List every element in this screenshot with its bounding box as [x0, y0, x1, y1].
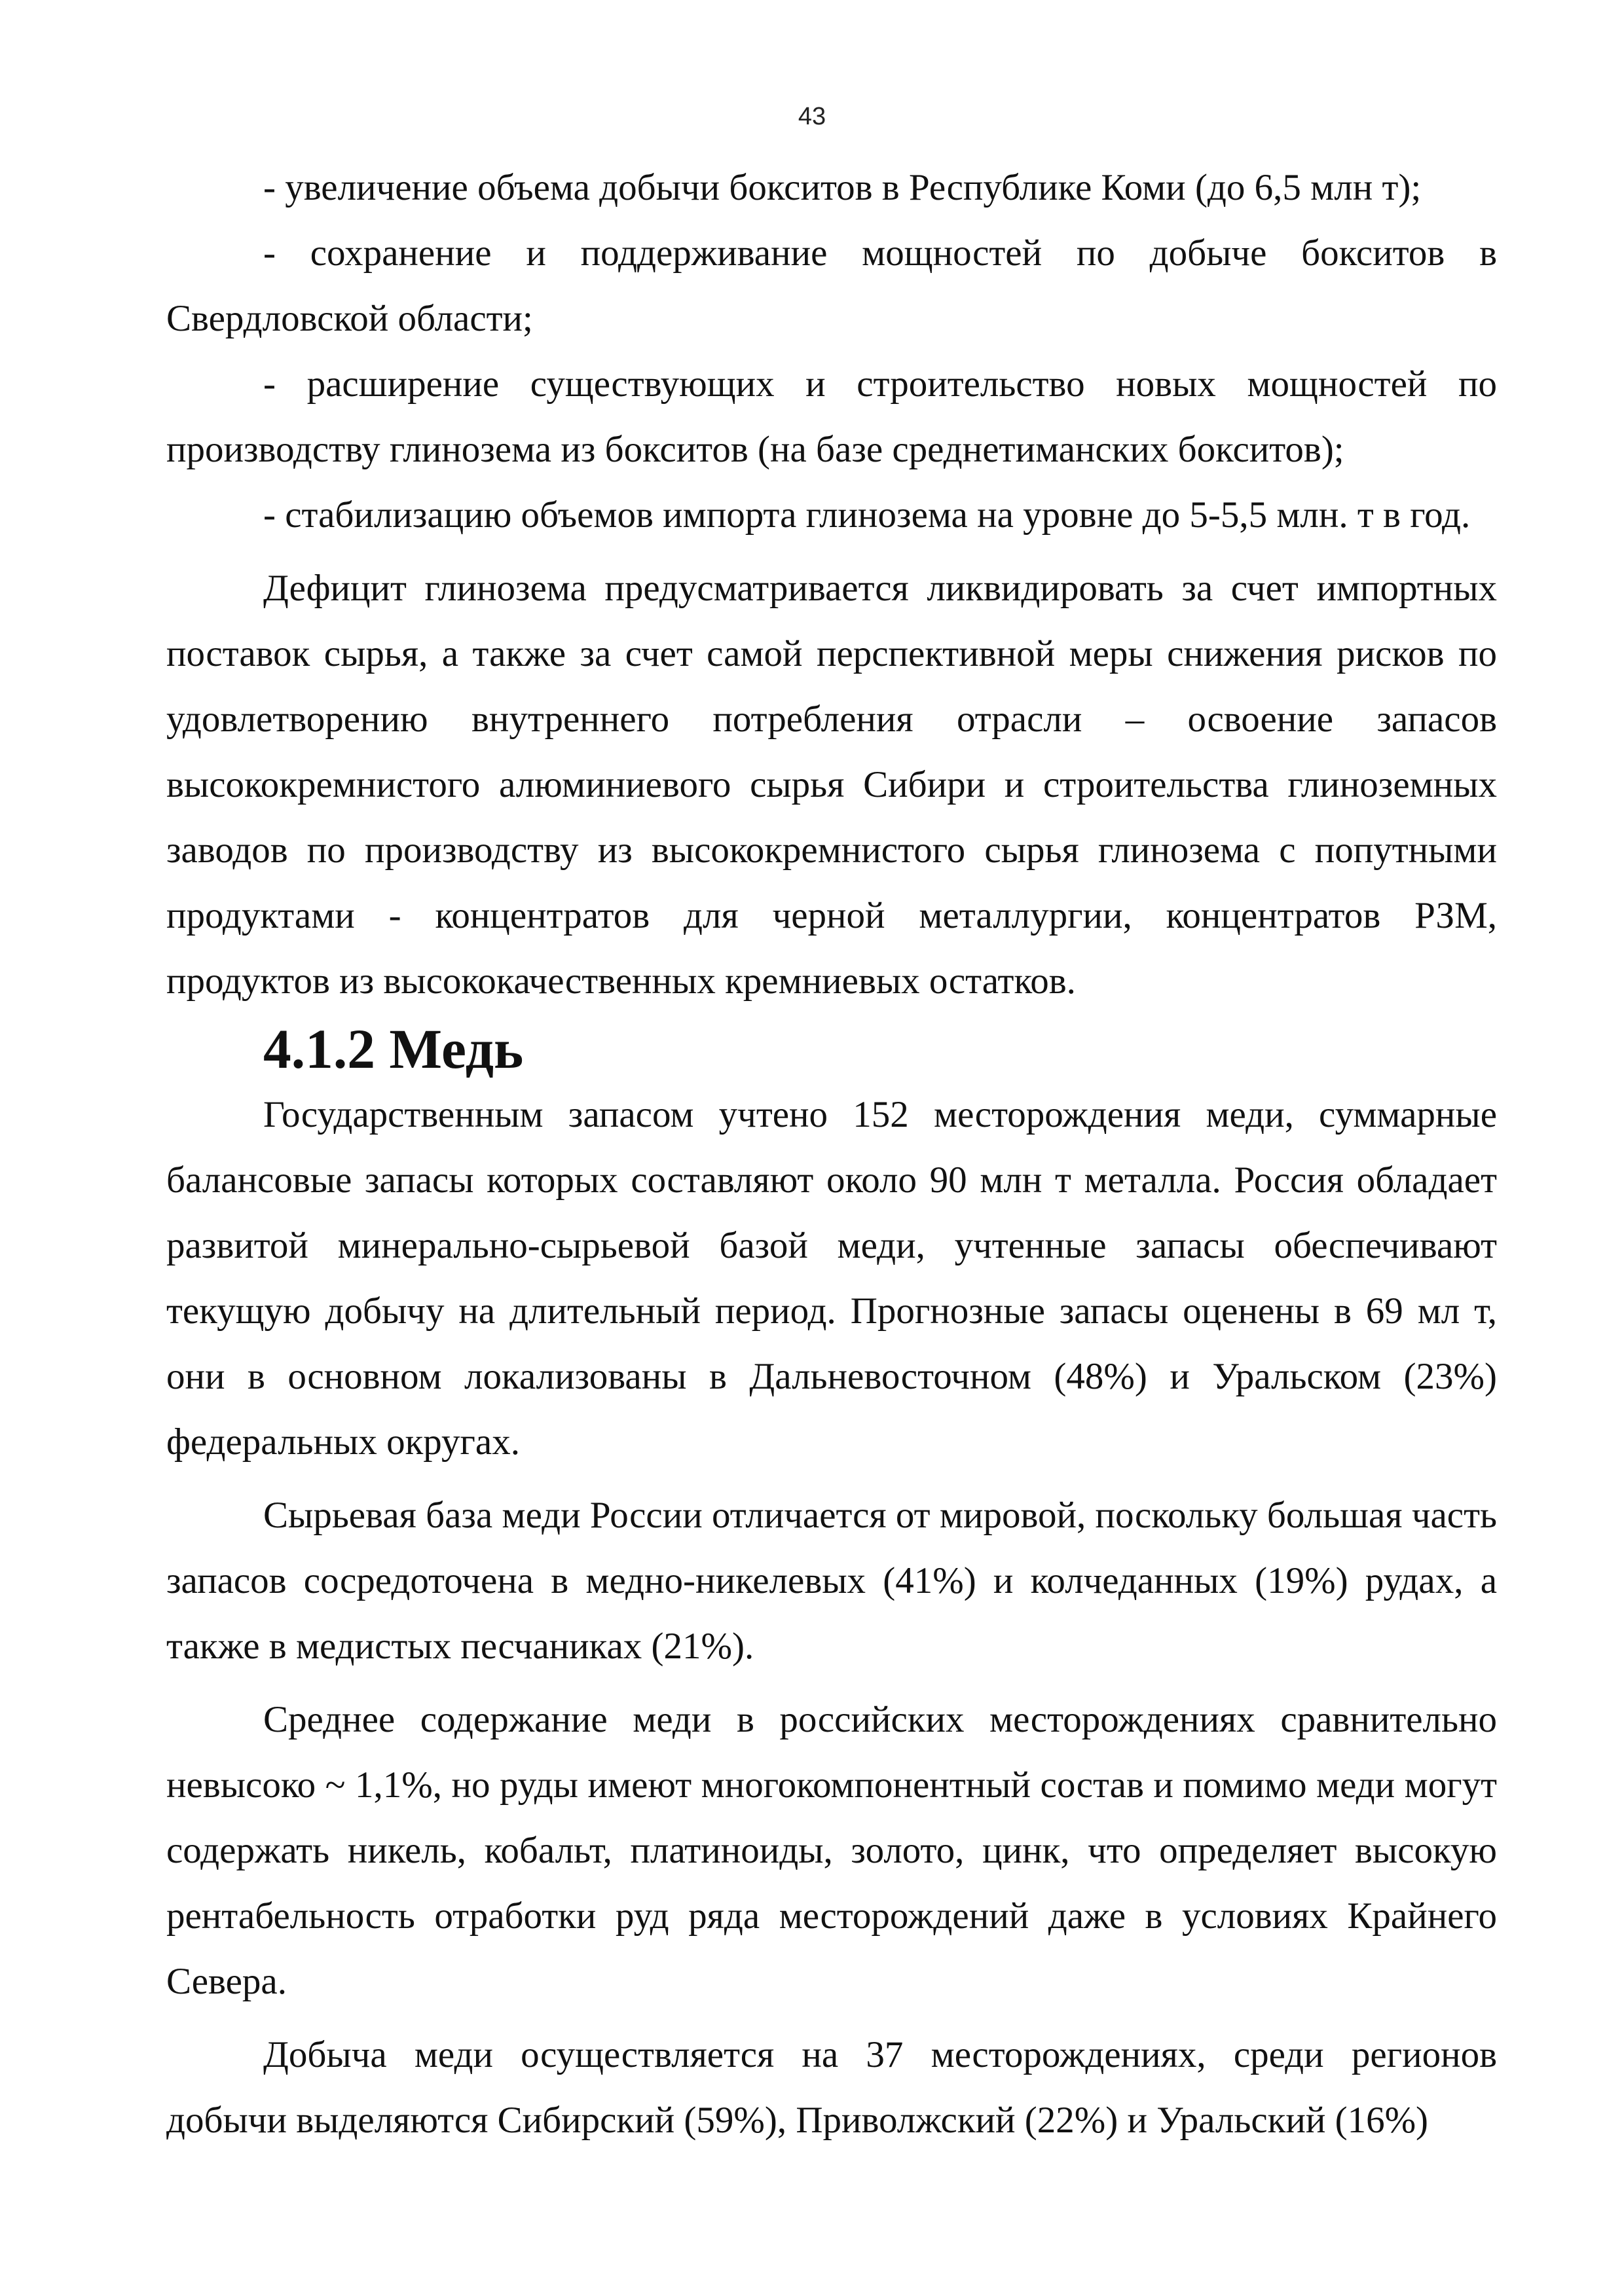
list-item: - сохранение и поддерживание мощностей по добыче бокситов в Свердловской области;	[166, 232, 1497, 339]
section-heading: 4.1.2 Медь	[263, 1019, 524, 1080]
bullet-list	[166, 155, 1497, 548]
list-item: - расширение существующих и строительство новых мощностей по производству глинозема из бокситов (на базе среднетиманских бокситов);	[166, 363, 1497, 470]
page-number: 43	[798, 103, 826, 130]
paragraph-alumina-deficit: Дефицит глинозема предусматривается ликвидировать за счет импортных поставок сырья, а также за счет самой перспективной меры снижения рисков по удовлетворению внутреннего потребления отрасли – освоение запасов высококремнистого алюминиевого сырья Сибири и строительства глиноземных заводов по производству из высококремнистого сырья глинозема с попутными продуктами - концентратов для черной металлургии, концентратов РЗМ, продуктов из высококачественных кремниевых остатков.	[166, 568, 1497, 1002]
paragraph-copper-base: Сырьевая база меди России отличается от мировой, поскольку большая часть запасов сосредоточена в медно-никелевых (41%) и колчеданных (19%) рудах, а также в медистых песчаниках (21%).	[166, 1495, 1497, 1667]
paragraph-copper-mining: Добыча меди осуществляется на 37 месторождениях, среди регионов добычи выделяются Сибирский (59%), Приволжский (22%) и Уральский (16%)	[166, 2034, 1497, 2141]
paragraph-copper-content: Среднее содержание меди в российских месторождениях сравнительно невысоко ~ 1,1%, но руды имеют многокомпонентный состав и помимо меди могут содержать никель, кобальт, платиноиды, золото, цинк, что определяет высокую рентабельность отработки руд ряда месторождений даже в условиях Крайнего Севера.	[166, 1699, 1497, 2002]
list-item: - увеличение объема добычи бокситов в Республике Коми (до 6,5 млн т);	[263, 167, 1422, 208]
list-item: - стабилизацию объемов импорта глинозема на уровне до 5-5,5 млн. т в год.	[263, 494, 1471, 536]
paragraph-copper-reserves: Государственным запасом учтено 152 месторождения меди, суммарные балансовые запасы которых составляют около 90 млн т металла. Россия обладает развитой минерально-сырьевой базой меди, учтенные запасы обеспечивают текущую добычу на длительный период. Прогнозные запасы оценены в 69 мл т, они в основном локализованы в Дальневосточном (48%) и Уральском (23%) федеральных округах.	[166, 1094, 1497, 1463]
page-body	[166, 155, 1497, 2153]
